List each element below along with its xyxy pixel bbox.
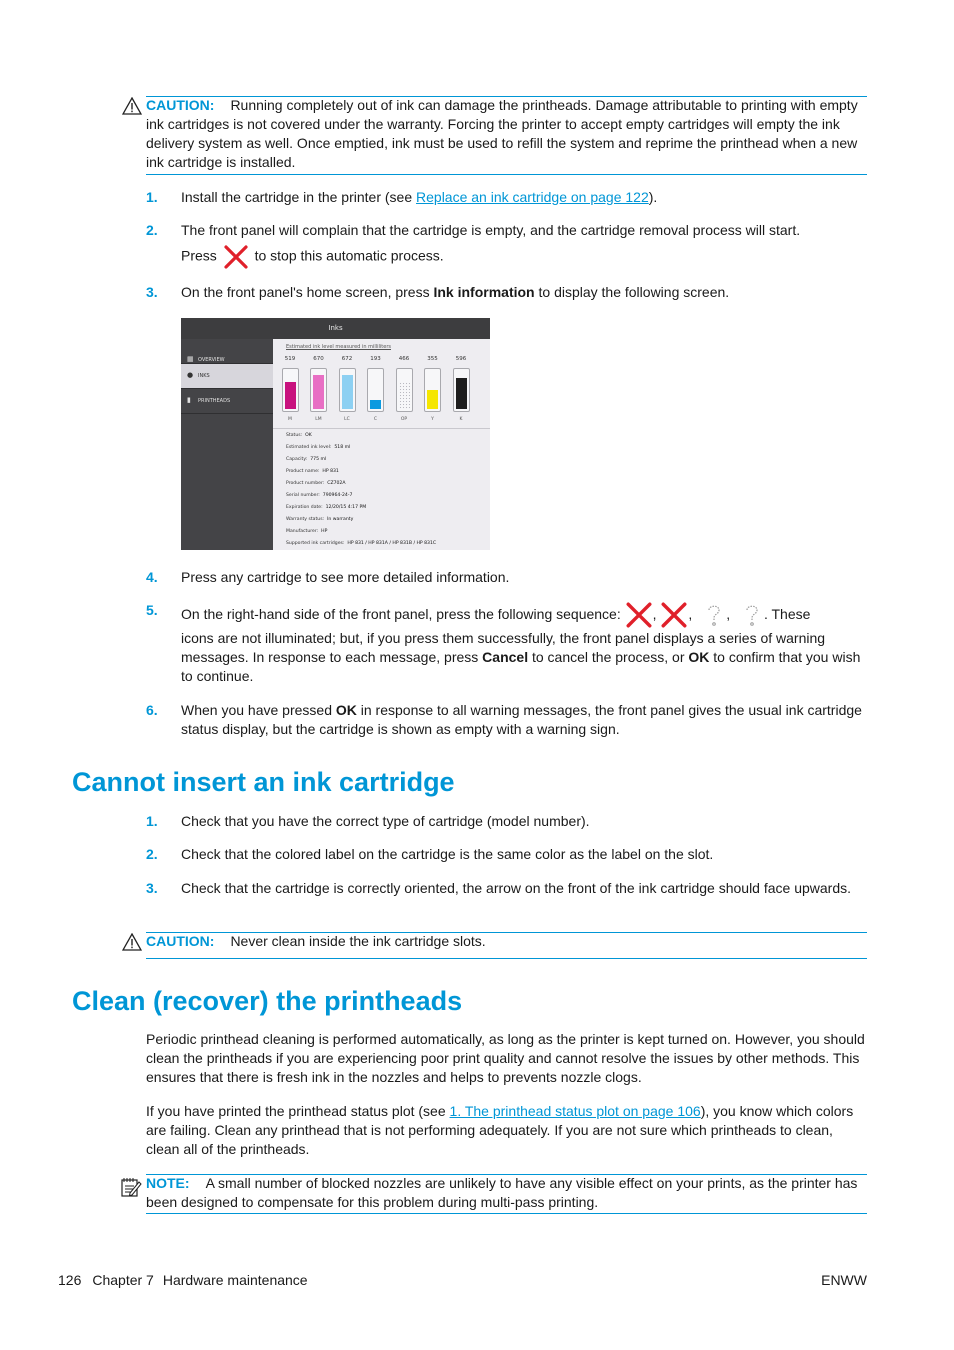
cartridge-color-code: K xyxy=(459,417,463,422)
ink-cartridge-c[interactable] xyxy=(367,368,384,412)
chapter-title: Hardware maintenance xyxy=(162,1272,308,1288)
step-number: 4. xyxy=(146,569,158,585)
step-text: Check that the cartridge is correctly oriented, the arrow on the front of the ink cartridge should face upwards. xyxy=(181,880,852,896)
ink-level-fill xyxy=(399,382,410,409)
note-text: A small number of blocked nozzles are unlikely to have any visible effect on your prints, as the printer has been designed to compensate for this problem during multi-pass printing. xyxy=(146,1175,858,1210)
step-text: On the right-hand side of the front panel, press the following sequence: xyxy=(181,606,621,622)
cartridge-info-row xyxy=(286,444,350,452)
step-number: 2. xyxy=(146,846,158,862)
section-heading-clean-printheads: Clean (recover) the printheads xyxy=(72,986,463,1016)
separator-comma: , xyxy=(726,606,731,622)
paragraph: Periodic printhead cleaning is performed automatically, as long as the printer is kept turned on. However, you should clean the printheads if you are experiencing poor print quality and cannot resolve the issues by other methods. This ensures that there is fresh ink in the nozzles and helps to prevents nozzle clogs. xyxy=(146,1031,865,1085)
ok-label: OK xyxy=(688,649,710,665)
step-text: to display the following screen. xyxy=(534,284,730,300)
caution-block xyxy=(146,932,867,951)
cancel-label: Cancel xyxy=(482,649,529,665)
info-key: Status: xyxy=(286,433,303,438)
ink-level-fill xyxy=(370,400,381,410)
cartridge-level-label: 355 xyxy=(427,356,438,362)
cartridge-level-label: 672 xyxy=(341,356,353,362)
step-2-line1: The front panel will complain that the cartridge is empty, and the cartridge removal process will start. xyxy=(181,222,801,238)
cartridge-color-code: M xyxy=(288,417,292,422)
step-text: to cancel the process, or xyxy=(528,649,689,665)
ink-information-label: Ink information xyxy=(433,284,535,300)
cartridge-color-code: LM xyxy=(315,417,322,422)
page-footer-left xyxy=(58,1271,308,1290)
caution-bottom-rule xyxy=(146,958,867,959)
paragraph xyxy=(146,1102,867,1159)
step-text: to confirm that you wish to continue. xyxy=(181,649,861,684)
ink-cartridge-lm[interactable] xyxy=(310,368,327,412)
info-value: OK xyxy=(305,433,312,438)
caution-label: CAUTION: xyxy=(146,933,215,949)
replace-cartridge-link[interactable]: Replace an ink cartridge on page 122 xyxy=(416,189,649,205)
note-label: NOTE: xyxy=(146,1175,190,1191)
sidebar-item-printheads[interactable] xyxy=(181,389,273,413)
section-heading-cannot-insert: Cannot insert an ink cartridge xyxy=(72,767,455,797)
info-key: Capacity: xyxy=(286,457,308,462)
step-4-text: Press any cartridge to see more detailed information. xyxy=(181,569,510,585)
note-bottom-rule xyxy=(146,1213,867,1214)
info-value: In warranty xyxy=(327,517,354,522)
red-x-icon xyxy=(223,244,249,270)
step-number: 2. xyxy=(146,222,158,238)
step-text: When you have pressed xyxy=(181,702,336,718)
separator-comma: , xyxy=(652,606,657,622)
ink-cartridge-m[interactable] xyxy=(282,368,299,412)
step-text: On the front panel's home screen, press xyxy=(181,284,434,300)
paragraph-text: ), you know which colors are failing. Clean any printhead that is not performing adequately. If you are not sure which printheads to clean, clean all of the printheads. xyxy=(146,1103,854,1157)
sidebar-item-inks[interactable] xyxy=(181,364,273,388)
step-text: to stop this automatic process. xyxy=(254,247,444,264)
ink-level-fill xyxy=(313,375,324,409)
step-5-line1 xyxy=(181,600,867,629)
caution-block xyxy=(146,96,867,172)
cartridge-level-label: 670 xyxy=(313,356,324,362)
page-number: 126 xyxy=(58,1272,82,1288)
ok-label: OK xyxy=(335,702,357,718)
step-text: in response to all warning messages, the front panel gives the usual ink cartridge status display, but the cartridge is shown as empty with a warning sign. xyxy=(181,702,862,737)
question-mark-icon xyxy=(740,601,764,629)
cartridge-color-code: C xyxy=(373,417,378,422)
cartridge-info-row xyxy=(286,492,352,500)
page-footer-right: ENWW xyxy=(821,1272,867,1288)
step-number: 1. xyxy=(146,189,158,205)
cartridge-level-label: 193 xyxy=(370,356,381,362)
step-text: Check that you have the correct type of cartridge (model number). xyxy=(181,813,590,829)
warning-triangle-icon xyxy=(122,933,142,951)
red-x-icon xyxy=(625,601,653,629)
printhead-icon: ▮ xyxy=(187,396,191,404)
panel-row-divider xyxy=(273,428,490,429)
note-block xyxy=(146,1174,867,1212)
front-panel-screenshot xyxy=(181,318,490,550)
panel-title: Inks xyxy=(328,324,343,332)
step-text: icons are not illuminated; but, if you press them successfully, the front panel displays a series of warning messages. In response to each message, press xyxy=(181,630,826,665)
info-key: Supported ink cartridges: xyxy=(286,541,345,546)
info-value: CZ702A xyxy=(327,481,346,486)
panel-main xyxy=(273,339,490,550)
sidebar-divider xyxy=(181,413,273,414)
info-key: Manufacturer: xyxy=(286,529,319,534)
step-number: 3. xyxy=(146,284,158,300)
cartridge-level-label: 596 xyxy=(455,356,467,362)
printhead-status-plot-link[interactable]: 1. The printhead status plot on page 106 xyxy=(449,1103,701,1119)
cartridge-info-row xyxy=(286,480,346,488)
ink-level-fill xyxy=(427,390,438,409)
info-value: HP 831 / HP 831A / HP 831B / HP 831C xyxy=(347,541,437,546)
info-key: Expiration date: xyxy=(286,505,323,510)
ink-level-fill xyxy=(285,382,296,409)
cartridge-info-row xyxy=(286,432,312,440)
caution-bottom-rule xyxy=(146,174,867,175)
step-number: 5. xyxy=(146,602,158,618)
info-key: Warranty status: xyxy=(286,517,325,522)
step-text: ). xyxy=(648,189,658,205)
cartridge-color-code: LC xyxy=(344,417,350,422)
cartridge-level-label: 519 xyxy=(284,356,296,362)
chapter-label: Chapter 7 xyxy=(92,1272,154,1288)
ink-cartridge-op[interactable] xyxy=(396,368,413,412)
info-key: Product number: xyxy=(286,481,325,486)
step-number: 3. xyxy=(146,880,158,896)
cartridge-info-row xyxy=(286,528,327,536)
info-key: Estimated ink level: xyxy=(286,445,332,450)
note-pad-icon xyxy=(120,1176,142,1198)
cartridge-info-row xyxy=(286,504,366,512)
info-value: 775 ml xyxy=(310,457,327,462)
info-value: 518 ml xyxy=(334,445,351,450)
cartridge-info-row xyxy=(286,516,353,524)
red-x-icon xyxy=(660,601,688,629)
info-value: 790964-24-7 xyxy=(322,493,353,498)
info-value: HP xyxy=(321,529,328,534)
info-key: Product name: xyxy=(286,469,320,474)
cartridge-level-label: 466 xyxy=(398,356,410,362)
ink-level-fill xyxy=(456,378,467,409)
step-6-text xyxy=(181,701,867,739)
step-2-line2 xyxy=(181,244,867,270)
question-mark-icon xyxy=(702,601,726,629)
paragraph-text: If you have printed the printhead status plot (see xyxy=(146,1103,450,1119)
step-1-text xyxy=(181,188,867,207)
step-text: Check that the colored label on the cartridge is the same color as the label on the slot. xyxy=(181,846,714,862)
info-key: Serial number: xyxy=(286,493,320,498)
sidebar-item-label: OVERVIEW xyxy=(198,357,225,363)
ink-level-fill xyxy=(342,375,353,409)
cartridge-info-row xyxy=(286,540,436,548)
step-text: . These xyxy=(763,606,811,622)
ink-cartridge-lc[interactable] xyxy=(339,368,356,412)
cartridge-info-row xyxy=(286,456,326,464)
step-5-rest xyxy=(181,629,867,686)
cartridge-info-row xyxy=(286,468,339,476)
caution-label: CAUTION: xyxy=(146,97,215,113)
sidebar-item-label: PRINTHEADS xyxy=(198,398,231,404)
sidebar-item-label: INKS xyxy=(198,373,210,379)
cartridge-color-code: OP xyxy=(400,417,408,422)
info-value: HP 831 xyxy=(322,469,339,474)
panel-sidebar xyxy=(181,339,273,550)
warning-triangle-icon xyxy=(122,97,142,115)
overview-icon: ▦ xyxy=(187,355,194,363)
cartridge-color-code: Y xyxy=(431,417,434,422)
step-text: Press xyxy=(181,247,217,264)
caution-text: Never clean inside the ink cartridge slots. xyxy=(230,933,486,949)
ink-cartridge-y[interactable] xyxy=(424,368,441,412)
ink-drop-icon: ● xyxy=(187,371,194,379)
caution-text: Running completely out of ink can damage the printheads. Damage attributable to printing with empty ink cartridges is not covered under the warranty. Forcing the printer to accept empty cartridges will empty the ink delivery system as well. Once emptied, ink must be used to refill the system and reprime the printhead when a new ink cartridge is installed. xyxy=(146,97,858,170)
panel-title-bar xyxy=(181,318,490,339)
step-3-text xyxy=(181,283,867,302)
step-number: 1. xyxy=(146,813,158,829)
ink-cartridge-k[interactable] xyxy=(453,368,470,412)
step-number: 6. xyxy=(146,702,158,718)
info-value: 12/20/15 4:17 PM xyxy=(325,505,367,510)
step-text: Install the cartridge in the printer (see xyxy=(181,189,417,205)
separator-comma: , xyxy=(688,606,693,622)
estimated-level-label: Estimated ink level measured in milliliters xyxy=(286,344,391,350)
